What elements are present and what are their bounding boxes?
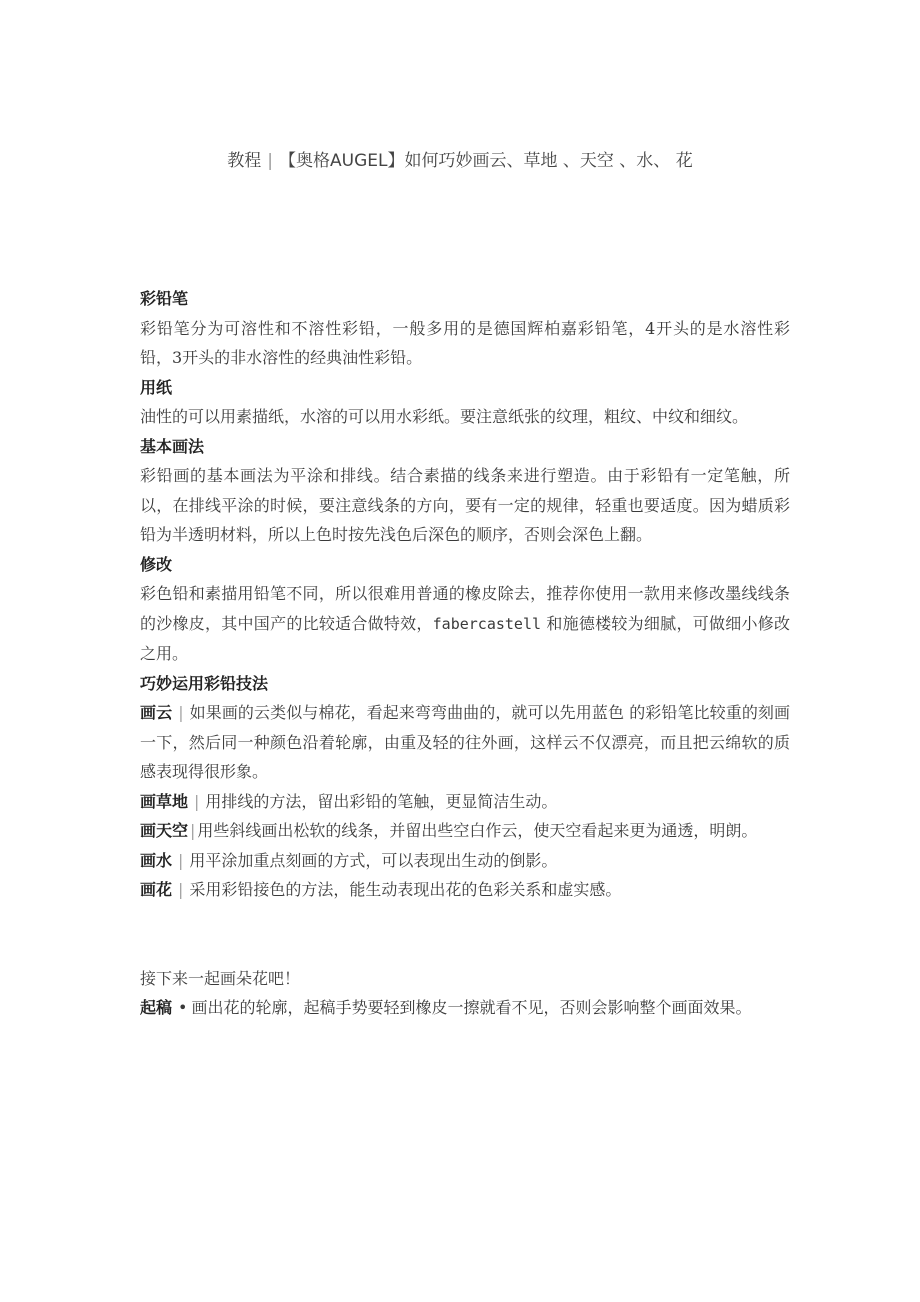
article-title: [0, 148, 920, 174]
technique-item-sky: [140, 816, 790, 846]
technique-item-grass: [140, 787, 790, 817]
technique-text-flower: 采用彩铅接色的方法，能生动表现出花的色彩关系和虚实感。: [189, 880, 622, 899]
paragraph-correction: [140, 579, 790, 669]
technique-text-cloud: 如果画的云类似与棉花，看起来弯弯曲曲的，就可以先用蓝色 的彩铅笔比较重的刻画一下，然后同一种颜色沿着轮廓，由重及轻的往外画，这样云不仅漂亮，而且把云绵软的质感表现得很形象。: [140, 703, 790, 781]
technique-text-water: 用平涂加重点刻画的方式，可以表现出生动的倒影。: [189, 850, 558, 870]
technique-item-flower: [140, 875, 790, 905]
title-main: 【奥格AUGEL】如何巧妙画云、草地 、天空 、水、 花: [279, 151, 693, 171]
correction-brand: fabercastell: [432, 614, 542, 633]
technique-separator: |: [178, 850, 184, 870]
heading-colored-pencil: 彩铅笔: [140, 289, 189, 308]
technique-separator: |: [178, 880, 184, 899]
heading-techniques: 巧妙运用彩铅技法: [140, 673, 269, 693]
technique-item-cloud: [140, 698, 790, 787]
technique-text-sky: 用些斜线画出松软的线条，并留出些空白作云，使天空看起来更为通透，明朗。: [197, 821, 758, 840]
technique-term-sky: 画天空: [140, 821, 189, 840]
technique-term-flower: 画花: [140, 880, 173, 899]
paragraph-colored-pencil: 彩铅笔分为可溶性和不溶性彩铅，一般多用的是德国辉柏嘉彩铅笔，4开头的是水溶性彩铅，3开头的非水溶性的经典油性彩铅。: [140, 318, 790, 367]
correction-text-before: 彩色铅和素描用铅笔不同，所以很难用普通的橡皮除去，推荐你使用一款用来修改墨线线条的沙橡皮，其中国产的比较适合做特效，: [140, 584, 790, 633]
paragraph-paper: 油性的可以用素描纸，水溶的可以用水彩纸。要注意纸张的纹理，粗纹、中纹和细纹。: [140, 407, 749, 426]
step-sketch: [140, 993, 790, 1023]
next-intro: 接下来一起画朵花吧！: [140, 968, 301, 988]
technique-term-grass: 画草地: [140, 791, 189, 811]
step-term: 起稿: [140, 998, 173, 1017]
paragraph-gap: [140, 905, 790, 964]
technique-separator: |: [178, 703, 184, 722]
heading-paper: 用纸: [140, 377, 173, 397]
technique-separator: |: [194, 791, 200, 811]
technique-text-grass: 用排线的方法，留出彩铅的笔触，更显简洁生动。: [205, 791, 558, 811]
step-bullet: •: [178, 998, 188, 1017]
title-category: 教程: [227, 151, 262, 171]
technique-separator: |: [190, 821, 196, 840]
paragraph-basic-technique: 彩铅画的基本画法为平涂和排线。结合素描的线条来进行塑造。由于彩铅有一定笔触，所以，在排线平涂的时候，要注意线条的方向，要有一定的规律，轻重也要适度。因为蜡质彩铅为半透明材料，所以上色时按先浅色后深色的顺序，否则会深色上翻。: [140, 466, 790, 544]
heading-correction: 修改: [140, 554, 173, 574]
technique-item-water: [140, 846, 790, 876]
technique-term-water: 画水: [140, 850, 173, 870]
heading-basic-technique: 基本画法: [140, 436, 205, 456]
technique-term-cloud: 画云: [140, 703, 173, 722]
article-body: [140, 284, 790, 1023]
step-text: 画出花的轮廓，起稿手势要轻到橡皮一擦就看不见，否则会影响整个画面效果。: [191, 998, 752, 1017]
correction-text-after: 和施德楼较为细腻，可做细小修改之用。: [140, 613, 790, 663]
title-separator: |: [267, 151, 274, 171]
